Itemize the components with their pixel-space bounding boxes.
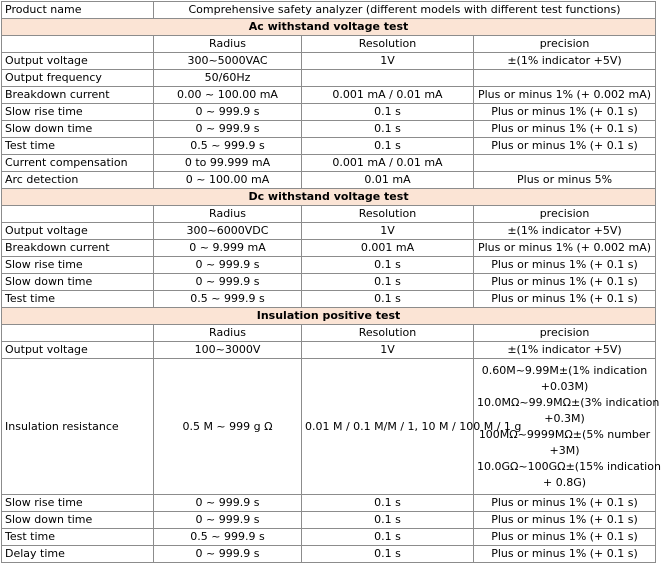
row-precision <box>474 359 661 495</box>
row-resolution: 1V <box>302 342 474 359</box>
row-resolution: 0.001 mA <box>302 240 474 257</box>
row-resolution: 0.01 mA <box>302 172 474 189</box>
row-label: Arc detection <box>2 172 154 189</box>
row-precision: Plus or minus 1% (+ 0.002 mA) <box>474 87 656 104</box>
row-resolution: 0.1 s <box>302 546 474 563</box>
row-precision: Plus or minus 1% (+ 0.1 s) <box>474 546 656 563</box>
row-resolution: 1V <box>302 53 474 70</box>
row-label: Slow down time <box>2 274 154 291</box>
row-radius: 0 ~ 999.9 s <box>154 512 302 529</box>
product-row <box>2 2 656 19</box>
row-label: Output voltage <box>2 223 154 240</box>
row-precision: ±(1% indicator +5V) <box>474 342 656 359</box>
column-header-precision: precision <box>474 325 656 342</box>
row-label: Breakdown current <box>2 240 154 257</box>
row-label: Insulation resistance <box>2 359 154 495</box>
row-label: Breakdown current <box>2 87 154 104</box>
row-radius: 50/60Hz <box>154 70 302 87</box>
row-radius: 0.5 ~ 999.9 s <box>154 138 302 155</box>
row-label: Current compensation <box>2 155 154 172</box>
column-header-row <box>2 206 656 223</box>
row-radius: 0 ~ 999.9 s <box>154 495 302 512</box>
table-row <box>2 257 656 274</box>
row-precision: ±(1% indicator +5V) <box>474 53 656 70</box>
row-precision <box>474 70 656 87</box>
row-precision: Plus or minus 1% (+ 0.1 s) <box>474 257 656 274</box>
table-row <box>2 104 656 121</box>
row-resolution: 0.1 s <box>302 138 474 155</box>
row-resolution: 0.1 s <box>302 495 474 512</box>
table-row <box>2 138 656 155</box>
row-resolution: 0.1 s <box>302 104 474 121</box>
precision-line: +3M) <box>549 443 580 457</box>
column-header-resolution: Resolution <box>302 206 474 223</box>
row-radius: 0 to 99.999 mA <box>154 155 302 172</box>
column-header-resolution: Resolution <box>302 36 474 53</box>
row-radius: 0.5 ~ 999.9 s <box>154 291 302 308</box>
row-label: Test time <box>2 291 154 308</box>
table-row <box>2 495 656 512</box>
row-label: Delay time <box>2 546 154 563</box>
column-header-precision: precision <box>474 36 656 53</box>
section-header-ac <box>2 19 656 36</box>
row-radius: 0 ~ 999.9 s <box>154 257 302 274</box>
row-label: Slow down time <box>2 121 154 138</box>
spec-table <box>1 1 661 563</box>
row-resolution: 0.1 s <box>302 291 474 308</box>
section-title: Ac withstand voltage test <box>2 19 656 36</box>
column-header-radius: Radius <box>154 325 302 342</box>
column-header-radius: Radius <box>154 36 302 53</box>
precision-line: +0.03M) <box>540 379 589 393</box>
table-row <box>2 121 656 138</box>
row-radius: 0 ~ 9.999 mA <box>154 240 302 257</box>
section-header-insulation <box>2 308 656 325</box>
row-label: Test time <box>2 138 154 155</box>
row-precision: Plus or minus 1% (+ 0.1 s) <box>474 529 656 546</box>
section-title: Dc withstand voltage test <box>2 189 656 206</box>
row-radius: 0.00 ~ 100.00 mA <box>154 87 302 104</box>
row-precision: Plus or minus 1% (+ 0.1 s) <box>474 495 656 512</box>
row-radius: 0 ~ 999.9 s <box>154 104 302 121</box>
precision-line: 100MΩ~9999MΩ±(5% number <box>478 427 651 441</box>
row-resolution: 0.01 M / 0.1 M/M / 1, 10 M / 100 M / 1 g <box>302 359 474 495</box>
row-label: Slow rise time <box>2 257 154 274</box>
column-header-empty <box>2 325 154 342</box>
row-radius: 0 ~ 999.9 s <box>154 274 302 291</box>
table-row <box>2 70 656 87</box>
table-row <box>2 172 656 189</box>
table-row <box>2 291 656 308</box>
table-row <box>2 223 656 240</box>
row-precision: Plus or minus 1% (+ 0.1 s) <box>474 291 656 308</box>
row-label: Output frequency <box>2 70 154 87</box>
row-resolution: 0.001 mA / 0.01 mA <box>302 87 474 104</box>
product-label: Product name <box>2 2 154 19</box>
section-title: Insulation positive test <box>2 308 656 325</box>
row-radius: 0.5 M ~ 999 g Ω <box>154 359 302 495</box>
column-header-row <box>2 36 656 53</box>
table-row <box>2 512 656 529</box>
column-header-precision: precision <box>474 206 656 223</box>
row-radius: 0.5 ~ 999.9 s <box>154 529 302 546</box>
table-row <box>2 342 656 359</box>
row-radius: 0 ~ 999.9 s <box>154 121 302 138</box>
table-row <box>2 529 656 546</box>
row-resolution: 0.001 mA / 0.01 mA <box>302 155 474 172</box>
row-precision: Plus or minus 1% (+ 0.1 s) <box>474 512 656 529</box>
precision-line: + 0.8G) <box>543 475 587 489</box>
row-label: Slow rise time <box>2 104 154 121</box>
row-precision: Plus or minus 1% (+ 0.1 s) <box>474 274 656 291</box>
row-radius: 0 ~ 100.00 mA <box>154 172 302 189</box>
row-precision: Plus or minus 1% (+ 0.002 mA) <box>474 240 656 257</box>
row-label: Output voltage <box>2 342 154 359</box>
row-radius: 0 ~ 999.9 s <box>154 546 302 563</box>
row-resolution: 0.1 s <box>302 257 474 274</box>
row-label: Output voltage <box>2 53 154 70</box>
column-header-row <box>2 325 656 342</box>
precision-line: 10.0GΩ~100GΩ±(15% indication <box>477 459 661 473</box>
precision-line: 0.60M~9.99M±(1% indication <box>481 363 648 377</box>
row-resolution <box>302 70 474 87</box>
product-value: Comprehensive safety analyzer (different models with different test functions) <box>154 2 656 19</box>
column-header-empty <box>2 206 154 223</box>
column-header-resolution: Resolution <box>302 325 474 342</box>
row-resolution: 0.1 s <box>302 274 474 291</box>
row-radius: 100~3000V <box>154 342 302 359</box>
column-header-radius: Radius <box>154 206 302 223</box>
row-resolution: 0.1 s <box>302 121 474 138</box>
row-radius: 300~6000VDC <box>154 223 302 240</box>
column-header-empty <box>2 36 154 53</box>
table-row <box>2 274 656 291</box>
row-precision: Plus or minus 1% (+ 0.1 s) <box>474 121 656 138</box>
row-precision: Plus or minus 1% (+ 0.1 s) <box>474 138 656 155</box>
row-label: Slow down time <box>2 512 154 529</box>
row-radius: 300~5000VAC <box>154 53 302 70</box>
row-precision <box>474 155 656 172</box>
row-precision: ±(1% indicator +5V) <box>474 223 656 240</box>
table-row <box>2 53 656 70</box>
row-label: Test time <box>2 529 154 546</box>
row-precision: Plus or minus 1% (+ 0.1 s) <box>474 104 656 121</box>
table-row <box>2 240 656 257</box>
row-label: Slow rise time <box>2 495 154 512</box>
precision-line: +0.3M) <box>544 411 585 425</box>
table-row <box>2 546 656 563</box>
row-resolution: 0.1 s <box>302 529 474 546</box>
precision-line: 10.0MΩ~99.9MΩ±(3% indication <box>477 395 660 409</box>
table-row <box>2 87 656 104</box>
insulation-resistance-row <box>2 359 656 495</box>
table-row <box>2 155 656 172</box>
row-resolution: 0.1 s <box>302 512 474 529</box>
row-resolution: 1V <box>302 223 474 240</box>
section-header-dc <box>2 189 656 206</box>
row-precision: Plus or minus 5% <box>474 172 656 189</box>
